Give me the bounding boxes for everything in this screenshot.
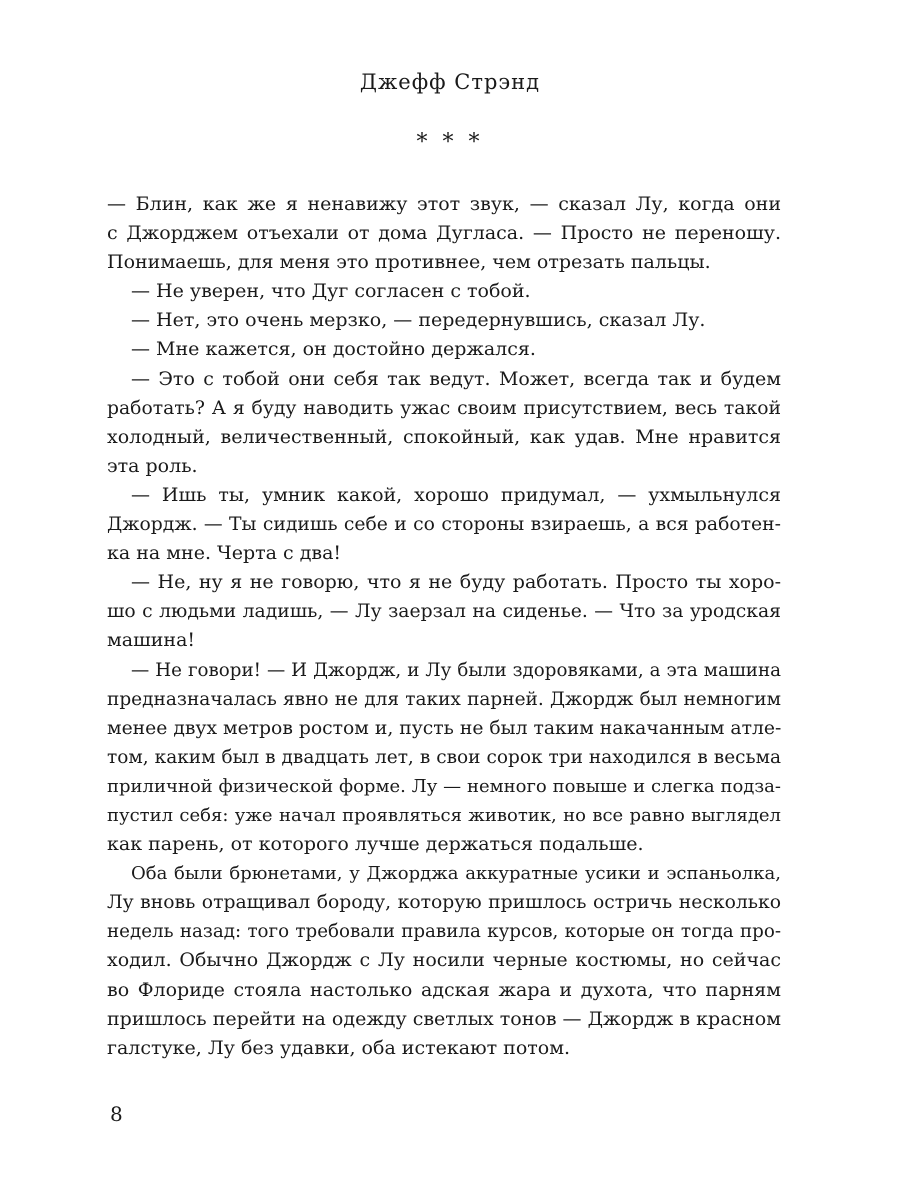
text-line: холодный, величественный, спокойный, как удав. Мне нравится <box>107 425 781 448</box>
text-line: — Ишь ты, умник какой, хорошо придумал, — ухмыльнулся <box>131 483 781 506</box>
text-line: Лу вновь отращивал бороду, которую пришлось остричь несколько <box>107 892 781 914</box>
text-line: Понимаешь, для меня это противнее, чем отрезать пальцы. <box>107 251 711 274</box>
text-line: галстуке, Лу без удавки, оба истекают потом. <box>107 1036 571 1059</box>
page-number: 8 <box>110 1102 123 1126</box>
text-line: пришлось перейти на одежду светлых тонов — Джордж в красном <box>107 1007 781 1030</box>
text-line: ходил. Обычно Джордж с Лу носили черные костюмы, но сейчас <box>107 949 781 972</box>
text-line: во Флориде стояла настолько адская жара и духота, что парням <box>107 978 781 1001</box>
text-line: том, каким был в двадцать лет, в свои сорок три находился в весьма <box>107 746 781 768</box>
running-head-author: Джефф Стрэнд <box>359 70 541 94</box>
text-line: — Не, ну я не говорю, что я не буду работать. Просто ты хоро- <box>131 571 781 594</box>
text-line: — Это с тобой они себя так ведут. Может, всегда так и будем <box>131 367 781 390</box>
text-line: приличной физической форме. Лу — немного повыше и слегка подза- <box>107 775 781 797</box>
text-line: — Не говори! — И Джордж, и Лу были здоровяками, а эта машина <box>131 659 781 681</box>
text-line: машина! <box>107 629 196 652</box>
text-line: шо с людьми ладишь, — Лу заерзал на сиденье. — Что за уродская <box>107 601 781 623</box>
text-line: недель назад: того требовали правила курсов, которые он тогда про- <box>107 921 781 943</box>
text-line: Джордж. — Ты сидишь себе и со стороны взираешь, а вся работен- <box>107 514 781 536</box>
text-line: работать? А я буду наводить ужас своим присутствием, весь такой <box>107 397 781 419</box>
text-line: Оба были брюнетами, у Джорджа аккуратные усики и эспаньолка, <box>131 863 781 885</box>
text-line: ка на мне. Черта с два! <box>107 542 342 565</box>
text-line: — Не уверен, что Дуг согласен с тобой. <box>131 280 531 303</box>
body-text <box>107 190 781 1063</box>
text-line: предназначалась явно не для таких парней. Джордж был немногим <box>107 688 781 710</box>
text-line: — Мне кажется, он достойно держался. <box>131 338 536 361</box>
text-line: пустил себя: уже начал проявляться животик, но все равно выглядел <box>107 804 781 826</box>
text-line: с Джорджем отъехали от дома Дугласа. — Просто не переношу. <box>107 222 781 245</box>
section-separator: * * * <box>416 130 484 155</box>
text-line: эта роль. <box>107 454 198 477</box>
text-line: менее двух метров ростом и, пусть не был таким накачанным атле- <box>107 717 782 739</box>
text-line: — Нет, это очень мерзко, — передернувшись, сказал Лу. <box>131 309 706 332</box>
text-line: — Блин, как же я ненавижу этот звук, — сказал Лу, когда они <box>107 193 781 215</box>
text-line: как парень, от которого лучше держаться подальше. <box>107 833 644 856</box>
